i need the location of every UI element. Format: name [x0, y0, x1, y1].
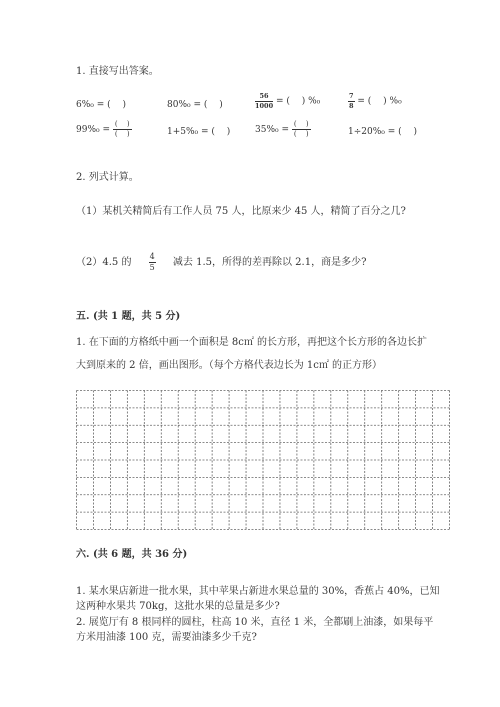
blank-fraction: $\frac{( )}{( )}$ — [293, 120, 309, 138]
grid-paper — [76, 390, 450, 530]
s2-question-1: （1）某机关精简后有工作人员 75 人，比原来少 45 人，精简了百分之几? — [76, 206, 406, 217]
section-2-title: 2. 列式计算。 — [76, 172, 139, 183]
section-6-heading: 六. (共 6 题，共 36 分) — [76, 549, 188, 560]
s5-question-line-1: 1. 在下面的方格纸中画一个面积是 8c㎡ 的长方形，再把这个长方形的各边长扩 — [76, 337, 428, 348]
s6-p2-line-1: 2. 展览厅有 8 根同样的圆柱，柱高 10 米，直径 1 米，全都刷上油漆，如果每平 — [76, 617, 434, 628]
blank-fraction: $\frac{( )}{( )}$ — [114, 120, 130, 138]
q1-item-c: $\frac{56}{1000}$ = ( ) %₀ — [255, 92, 321, 110]
fraction-56-1000: $\frac{56}{1000}$ — [255, 92, 274, 110]
fraction-7-8: $\frac{7}{8}$ — [349, 92, 354, 110]
s6-p2-line-2: 方米用油漆 100 克，需要油漆多少千克? — [76, 632, 257, 643]
q1-item-d: $\frac{7}{8}$ = ( ) %₀ — [349, 92, 402, 110]
s2-question-2: （2）4.5 的 $\frac{4}{5}$ 减去 1.5，所得的差再除以 2.1，商是多少? — [76, 252, 367, 272]
fraction-4-5: $\frac{4}{5}$ — [149, 252, 155, 272]
s6-p1-line-2: 这两种水果共 70kg，这批水果的总量是多少? — [76, 601, 280, 612]
q1-item-f: 1+5%₀ = ( ) — [167, 127, 231, 137]
section-5-heading: 五. (共 1 题，共 5 分) — [76, 311, 181, 322]
q1-item-h: 1÷20%₀ = ( ) — [348, 127, 418, 137]
s6-p1-line-1: 1. 某水果店新进一批水果，其中苹果占新进水果总量的 30%，香蕉占 40%，已知 — [76, 586, 440, 597]
q1-item-g: 35%₀ = $\frac{( )}{( )}$ — [255, 120, 309, 138]
q1-item-b: 80%₀ = ( ) — [167, 100, 223, 110]
q1-item-e: 99%₀ = $\frac{( )}{( )}$ — [76, 120, 130, 138]
q1-item-a: 6%₀ = ( ) — [76, 100, 127, 110]
section-1-title: 1. 直接写出答案。 — [76, 66, 159, 77]
s5-question-line-2: 大到原来的 2 倍，画出图形。（每个方格代表边长为 1c㎡ 的正方形） — [76, 360, 383, 371]
